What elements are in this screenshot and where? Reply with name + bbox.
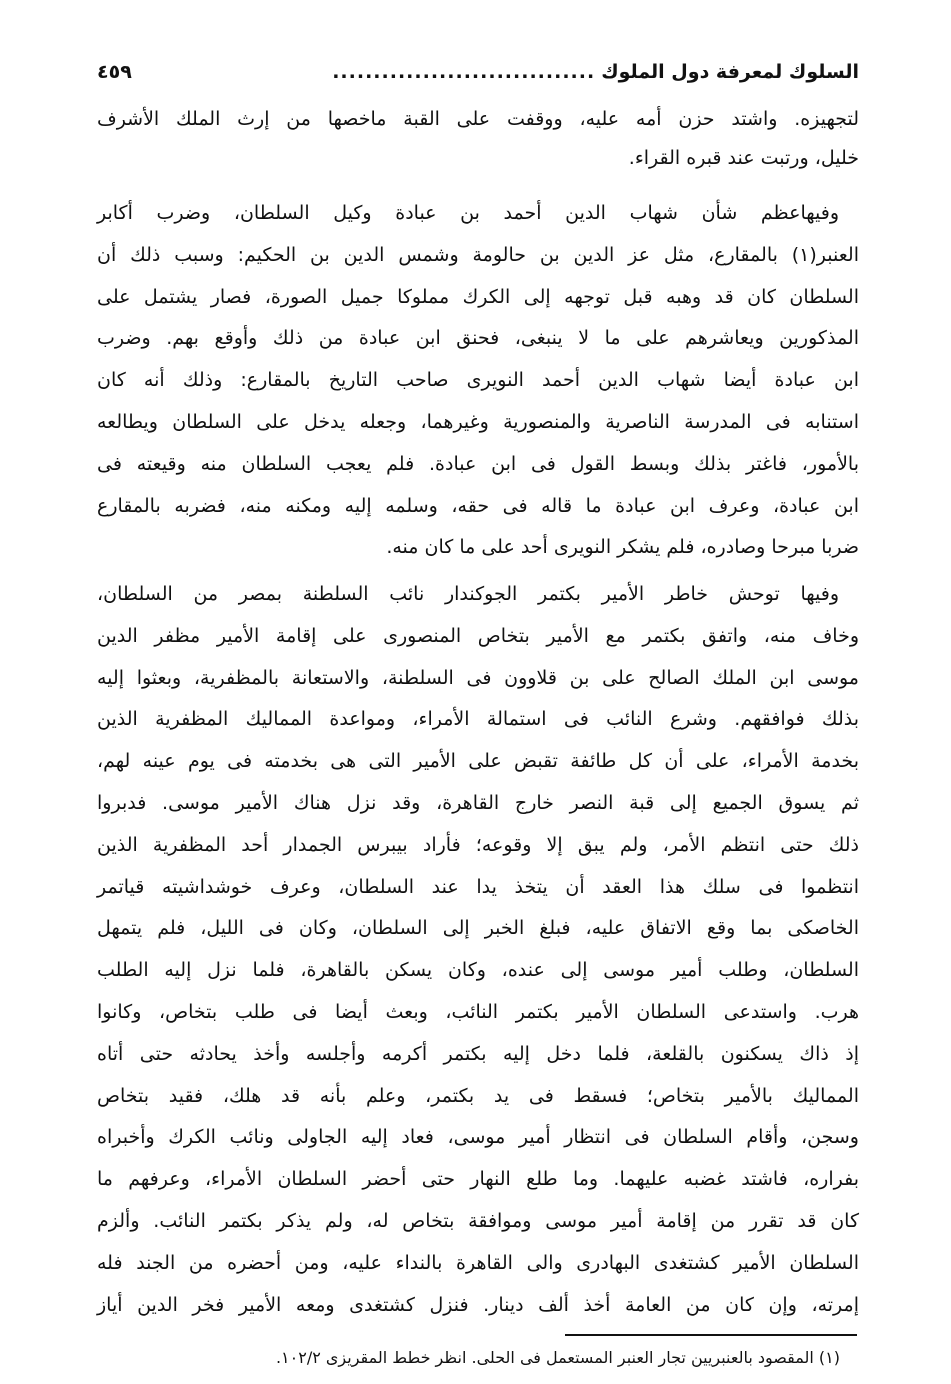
text-line: السلطان كان قد وهبه قبل توجهه إلى الكرك مملوكا جميل الصورة، فصار يشتمل على <box>97 285 859 308</box>
running-header <box>97 56 859 88</box>
text-line: المماليك بالأمير بتخاص؛ فسقط فى يد بكتمر، وعلم بأنه قد هلك، فقيد بتخاص <box>97 1084 859 1107</box>
text-line: لتجهيزه. واشتد حزن أمه عليه، ووقفت على القبة ماخصها من إرث الملك الأشرف <box>97 108 859 130</box>
text-line: بالأمور، فاغتر بذلك وبسط القول فى ابن عبادة. فلم يعجب السلطان منه وقيعته فى <box>97 452 859 475</box>
footnote: (١) المقصود بالعنبريين تجار العنبر المستعمل فى الحلى. انظر خطط المقريزى ١٠٢/٢. <box>275 1348 840 1367</box>
text-line: موسى ابن الملك الصالح على بن قلاوون فى السلطنة، والاستعانة بالمظفرية، وبعثوا إليه <box>97 666 859 689</box>
text-line: وخاف منه، واتفق بكتمر مع الأمير بتخاص المنصورى على إقامة الأمير مظفر الدين <box>97 624 859 647</box>
text-line: بفراره، فاشتد غضبه عليهما. وما طلع النهار حتى أحضر السلطان الأمراء، وعرفهم ما <box>97 1168 859 1191</box>
text-line: السلطان الأمير كشتغدى البهادرى والى القاهرة بالنداء عليه، ومن أحضره من الجند فله <box>97 1251 859 1274</box>
text-line: بذلك فوافقهم. وشرع النائب فى استمالة الأمراء، ومواعدة المماليك المظفرية الذين <box>97 708 859 731</box>
text-line: العنبر(١) بالمقارع، مثل عز الدين بن حالومة وشمس الدين بن الحكيم: وسبب ذلك أن <box>97 243 859 266</box>
text-line: هرب. واستدعى السلطان الأمير بكتمر النائب، وبعث أيضا فى طلب بتخاص، وكانوا <box>97 1001 859 1023</box>
text-line: وفيها توحش خاطر الأمير بكتمر الجوكندار نائب السلطنة بمصر من السلطان، <box>97 583 839 605</box>
text-line: انتظموا فى سلك هذا العقد أن يتخذ يدا عند السلطان، وعرف خوشداشيته قياتمر <box>97 875 859 898</box>
text-line: ذلك حتى انتظم الأمر، ولم يبق إلا وقوعه؛ فأراد بيبرس الجمدار أحد المظفرية الذين <box>97 833 859 856</box>
header-dots: ................................ <box>332 61 596 83</box>
text-line: بخدمة الأمراء، على أن كل طائفة تقبض على الأمير التى هى بخدمته فى يوم عينه لهم، <box>97 750 859 773</box>
text-line: خليل، ورتبت عند قبره القراء. <box>628 147 859 169</box>
footnote-divider <box>565 1334 857 1336</box>
text-line: ابن عبادة، وعرف ابن عبادة ما قاله فى حقه، وسلمه إليه ومكنه منه، فضربه بالمقارع <box>97 494 859 517</box>
text-line: المذكورين ويعاشرهم على ما لا ينبغى، فحنق ابن عبادة من ذلك وأوقع بهم. وضرب <box>97 327 859 350</box>
text-line: إذ ذاك يسكنون بالقلعة، فلما دخل إليه بكتمر أكرمه وأجلسه وأخذ يحادثه حتى أتاه <box>97 1042 859 1065</box>
text-line: ثم يسوق الجميع إلى قبة النصر خارج القاهرة، وقد نزل هناك الأمير موسى. فدبروا <box>97 792 859 814</box>
page-number: ٤٥٩ <box>97 61 132 83</box>
book-title: السلوك لمعرفة دول الملوك <box>601 61 859 83</box>
text-line: ابن عبادة أيضا شهاب الدين أحمد النويرى صاحب التاريخ بالمقارع: وذلك أنه كان <box>97 369 859 392</box>
text-line: وفيهاعظم شأن شهاب الدين أحمد بن عبادة وكيل السلطان، وضرب أكابر <box>97 202 839 224</box>
text-line: كان قد تقرر من إقامة أمير موسى وموافقة بتخاص له، ولم يذكر بكتمر النائب. وألزم <box>97 1210 859 1232</box>
text-line: إمرته، وإن كان من العامة أخذ ألف دينار. فنزل كشتغدى ومعه الأمير فخر الدين أياز <box>97 1293 859 1316</box>
text-line: السلطان، وطلب أمير موسى إلى عنده، وكان يسكن بالقاهرة، فلما نزل إليه الطلب <box>97 959 859 982</box>
text-line: ضربا مبرحا وصادره، فلم يشكر النويرى أحد على ما كان منه. <box>386 536 859 559</box>
text-line: وسجن، وأقام السلطان فى انتظار أمير موسى، فعاد إليه الجاولى ونائب الكرك وأخبراه <box>97 1126 859 1149</box>
text-line: الخاصكى بما وقع الاتفاق عليه، فبلغ الخبر إلى السلطان، وكان فى الليل، فلم يتمهل <box>97 917 859 940</box>
text-line: استنابه فى المدرسة الناصرية والمنصورية وغيرهما، وجعله يدخل على السلطان ويطالعه <box>97 411 859 433</box>
